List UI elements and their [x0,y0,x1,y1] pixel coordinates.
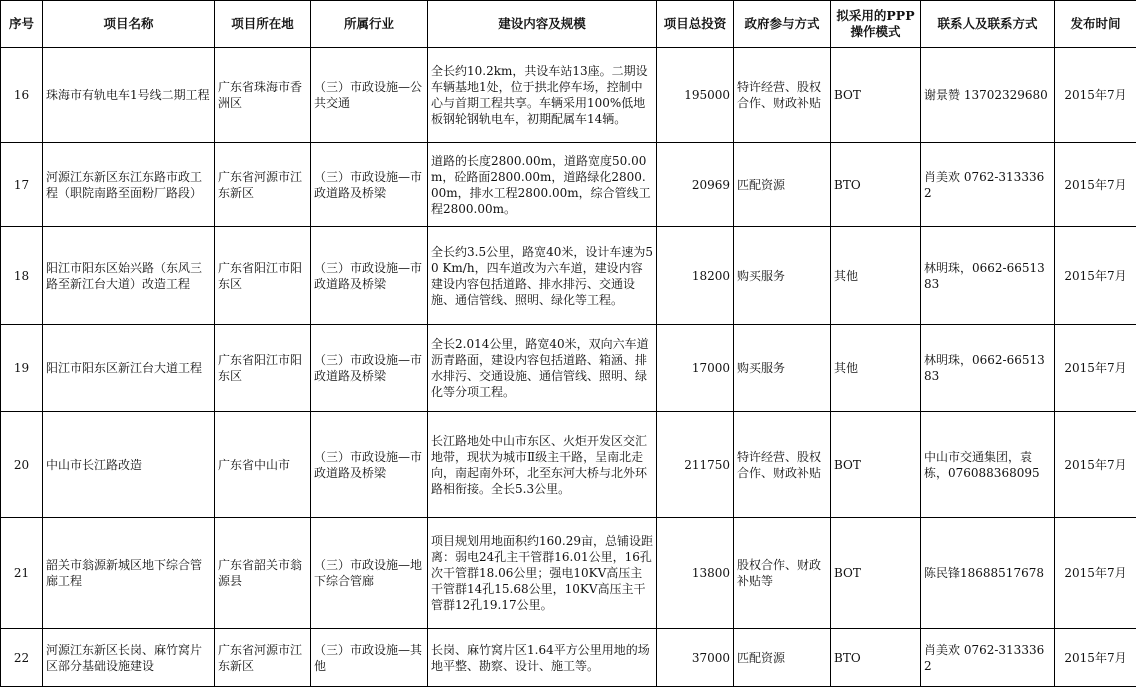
col-header-gov: 政府参与方式 [734,1,831,48]
cell-content: 全长2.014公里，路宽40米，双向六车道沥青路面，建设内容包括道路、箱涵、排水排污、交通设施、通信管线、照明、绿化等分项工程。 [428,325,657,412]
table-row [1,412,1136,518]
cell-date: 2015年7月 [1055,629,1136,687]
col-header-mode: 拟采用的PPP操作模式 [831,1,921,48]
cell-mode: BOT [831,518,921,629]
cell-mode: 其他 [831,325,921,412]
cell-no: 22 [1,629,43,687]
cell-date: 2015年7月 [1055,143,1136,227]
cell-name: 河源江东新区东江东路市政工程（职院南路至面粉厂路段） [43,143,215,227]
table-row [1,227,1136,325]
cell-contact: 中山市交通集团，袁栋，076088368095 [921,412,1055,518]
cell-industry: （三）市政设施—地下综合管廊 [311,518,428,629]
cell-date: 2015年7月 [1055,48,1136,143]
cell-no: 17 [1,143,43,227]
col-header-contact: 联系人及联系方式 [921,1,1055,48]
cell-gov: 特许经营、股权合作、财政补贴 [734,412,831,518]
cell-mode: BOT [831,412,921,518]
cell-investment: 17000 [657,325,734,412]
cell-investment: 18200 [657,227,734,325]
cell-mode: BOT [831,48,921,143]
cell-mode: 其他 [831,227,921,325]
cell-mode: BTO [831,143,921,227]
cell-no: 16 [1,48,43,143]
cell-gov: 特许经营、股权合作、财政补贴 [734,48,831,143]
cell-no: 21 [1,518,43,629]
cell-content: 长江路地处中山市东区、火炬开发区交汇地带，现状为城市Ⅱ级主干路，呈南北走向，南起南外环，北至东河大桥与北外环路相衔接。全长5.3公里。 [428,412,657,518]
cell-investment: 20969 [657,143,734,227]
cell-name: 阳江市阳东区新江台大道工程 [43,325,215,412]
col-header-location: 项目所在地 [215,1,311,48]
cell-name: 珠海市有轨电车1号线二期工程 [43,48,215,143]
col-header-name: 项目名称 [43,1,215,48]
cell-industry: （三）市政设施—其他 [311,629,428,687]
cell-gov: 购买服务 [734,325,831,412]
header-row [1,1,1136,48]
cell-contact: 谢景赞 13702329680 [921,48,1055,143]
cell-location: 广东省河源市江东新区 [215,629,311,687]
cell-date: 2015年7月 [1055,412,1136,518]
cell-investment: 13800 [657,518,734,629]
cell-date: 2015年7月 [1055,227,1136,325]
cell-contact: 林明珠，0662-6651383 [921,227,1055,325]
cell-name: 阳江市阳东区始兴路（东风三路至新江台大道）改造工程 [43,227,215,325]
table-row [1,48,1136,143]
cell-no: 20 [1,412,43,518]
cell-date: 2015年7月 [1055,518,1136,629]
cell-location: 广东省中山市 [215,412,311,518]
cell-name: 中山市长江路改造 [43,412,215,518]
cell-gov: 购买服务 [734,227,831,325]
cell-contact: 肖美欢 0762-3133362 [921,629,1055,687]
cell-location: 广东省韶关市翁源县 [215,518,311,629]
cell-investment: 37000 [657,629,734,687]
col-header-industry: 所属行业 [311,1,428,48]
table-row [1,629,1136,687]
cell-industry: （三）市政设施—市政道路及桥梁 [311,227,428,325]
table-row [1,518,1136,629]
cell-content: 全长约3.5公里，路宽40米，设计车速为50 Km/h，四车道改为六车道，建设内容建设内容包括道路、排水排污、交通设施、通信管线、照明、绿化等工程。 [428,227,657,325]
cell-location: 广东省阳江市阳东区 [215,325,311,412]
cell-gov: 股权合作、财政补贴等 [734,518,831,629]
cell-name: 韶关市翁源新城区地下综合管廊工程 [43,518,215,629]
col-header-date: 发布时间 [1055,1,1136,48]
cell-name: 河源江东新区长岗、麻竹窝片区部分基础设施建设 [43,629,215,687]
cell-content: 长岗、麻竹窝片区1.64平方公里用地的场地平整、勘察、设计、施工等。 [428,629,657,687]
cell-location: 广东省河源市江东新区 [215,143,311,227]
cell-location: 广东省珠海市香洲区 [215,48,311,143]
cell-contact: 陈民锋18688517678 [921,518,1055,629]
col-header-content: 建设内容及规模 [428,1,657,48]
cell-no: 18 [1,227,43,325]
table-row [1,325,1136,412]
table-row [1,143,1136,227]
cell-industry: （三）市政设施—市政道路及桥梁 [311,325,428,412]
cell-contact: 林明珠，0662-6651383 [921,325,1055,412]
cell-content: 项目规划用地面积约160.29亩，总铺设距离：弱电24孔主干管群16.01公里，16孔次干管群18.06公里；强电10KV高压主干管群14孔15.68公里，10KV高压主干管群12孔19.17公里。 [428,518,657,629]
col-header-investment: 项目总投资 [657,1,734,48]
cell-investment: 211750 [657,412,734,518]
cell-location: 广东省阳江市阳东区 [215,227,311,325]
col-header-no: 序号 [1,1,43,48]
cell-industry: （三）市政设施—公共交通 [311,48,428,143]
cell-contact: 肖美欢 0762-3133362 [921,143,1055,227]
cell-mode: BTO [831,629,921,687]
cell-industry: （三）市政设施—市政道路及桥梁 [311,143,428,227]
cell-no: 19 [1,325,43,412]
cell-gov: 匹配资源 [734,143,831,227]
cell-date: 2015年7月 [1055,325,1136,412]
cell-content: 全长约10.2km，共设车站13座。二期设车辆基地1处，位于拱北停车场，控制中心与首期工程共享。车辆采用100%低地板钢轮钢轨电车，初期配属车14辆。 [428,48,657,143]
cell-content: 道路的长度2800.00m，道路宽度50.00m，砼路面2800.00m，道路绿化2800.00m，排水工程2800.00m，综合管线工程2800.00m。 [428,143,657,227]
cell-industry: （三）市政设施—市政道路及桥梁 [311,412,428,518]
cell-investment: 195000 [657,48,734,143]
cell-gov: 匹配资源 [734,629,831,687]
